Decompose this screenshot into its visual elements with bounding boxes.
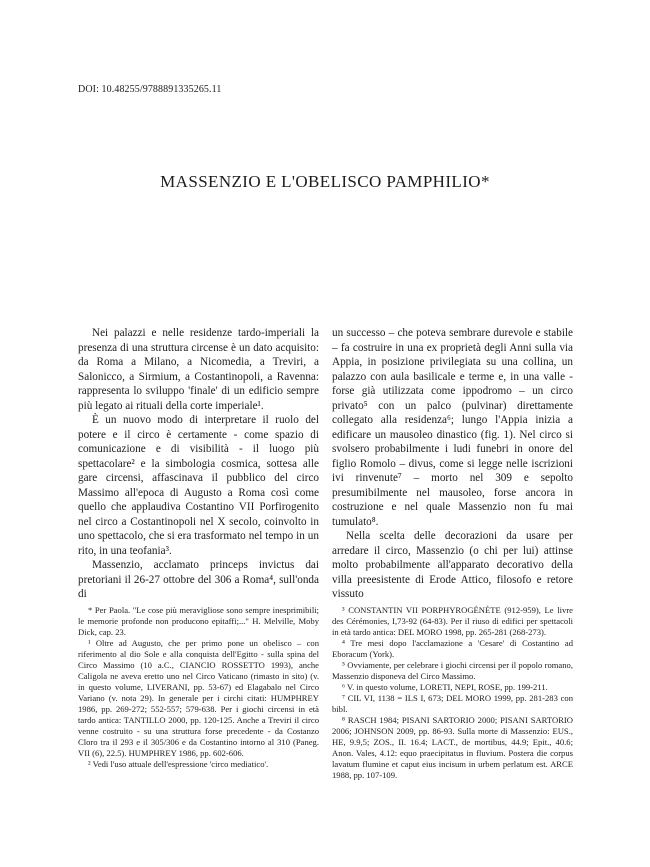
footnote: ⁶ V. in questo volume, LORETI, NEPI, ROSE, pp. 199-211. bbox=[342, 682, 548, 692]
footnote: * Per Paola. "Le cose più meravigliose sono sempre inesprimibili; le memorie profonde non producono epitaffi;..." H. Melville, Moby Dick, cap. 23. bbox=[78, 605, 319, 637]
body-paragraph: Nei palazzi e nelle residenze tardo-imperiali la presenza di una struttura circense è un dato acquisito: da Roma a Milano, a Nicomedia, a Treviri, a Salonicco, a Sirmium, a Costantinopoli, a Ravenna: rappresenta lo sviluppo 'finale' di un edificio sempre più legato ai rituali della corte imperiale¹. bbox=[78, 327, 319, 412]
body-paragraph: Nella scelta delle decorazioni da usare per arredare il circo, Massenzio (o chi per lui) attinse molto probabilmente all'apparato decorativo della villa preesistente di Erode Attico, filosofo e retore vissuto bbox=[332, 530, 573, 600]
footnote: ⁸ RASCH 1984; PISANI SARTORIO 2000; PISANI SARTORIO 2006; JOHNSON 2009, pp. 86-93. Sulla morte di Massenzio: EUS., HE, 9.9,5; ZOS., II. 16.4; LACT., de mortibus, 44.9; Epit., 40.6; Anon. Vales, 4.12: equo praecipitatus in fluvium. Postera die corpus lavatum flumine et caput eius incisum in urbem perlatum est. ARCE 1988, pp. 107-109. bbox=[332, 715, 573, 780]
footnotes-right bbox=[332, 605, 573, 781]
body-column-right bbox=[332, 326, 573, 602]
footnotes-left bbox=[78, 605, 319, 770]
body-paragraph: È un nuovo modo di interpretare il ruolo del potere e il circo è certamente - come spazio di comunicazione e di visibilità - il luogo più spettacolare² e la simbologia cosmica, sottesa alle gare circensi, affascinava il pubblico del circo Massimo all'epoca di Augusto a Roma così come quello che applaudiva Costantino VII Porfirogenito nel circo a Costantinopoli nel X secolo, coinvolto in uno spettacolo, che si era trasformato nel tempo in un rito, in una teofania³. bbox=[78, 414, 319, 557]
body-paragraph: Massenzio, acclamato princeps invictus dai pretoriani il 26-27 ottobre del 306 a Roma⁴, sull'onda di bbox=[78, 559, 319, 600]
footnote: ³ CONSTANTIN VII PORPHYROGÉNÈTE (912-959), Le livre des Cérémonies, I,73-92 (64-83). Per il riuso di edifici per spettacoli in età tardo antica: DEL MORO 1998, pp. 265-281 (268-273). bbox=[332, 605, 573, 637]
article-title: MASSENZIO E L'OBELISCO PAMPHILIO* bbox=[160, 172, 490, 191]
footnote: ⁵ Ovviamente, per celebrare i giochi circensi per il popolo romano, Massenzio disponeva del Circo Massimo. bbox=[332, 660, 573, 681]
body-column-left bbox=[78, 326, 319, 602]
footnote: ⁴ Tre mesi dopo l'acclamazione a 'Cesare' di Costantino ad Eboracum (York). bbox=[332, 638, 573, 659]
body-paragraph: un successo – che poteva sembrare durevole e stabile – fa costruire in una ex proprietà degli Anni sulla via Appia, in posizione privilegiata su una collina, un palazzo con aula basilicale e terme e, in una valle - forse già utilizzata come ippodromo – un circo privato⁵ con un palco (pulvinar) direttamente collegato alla residenza⁶; lungo l'Appia inizia a edificare un mausoleo dinastico (fig. 1). Nel circo si svolsero probabilmente i ludi funebri in onore del figlio Romolo – divus, come si legge nelle iscrizioni ivi rinvenute⁷ – morto nel 309 e sepolto presumibilmente nel mausoleo, forse ancora in costruzione e nel quale Massenzio non fu mai tumulato⁸. bbox=[332, 327, 573, 528]
footnote: ¹ Oltre ad Augusto, che per primo pone un obelisco – con riferimento al dio Sole e alla conquista dell'Egitto - sulla spina del Circo Massimo (10 a.C., CIANCIO ROSSETTO 1993), anche Caligola ne aveva eretto uno nel Circo Vaticano (rimasto in sito) (v. in questo volume, LIVERANI, pp. 53-67) ed Elagabalo nel Circo Variano (v. nota 29). In generale per i circhi citati: HUMPHREY 1986, pp. 269-272; 552-557; 579-638. Per i giochi circensi in età tardo antica: TANTILLO 2000, pp. 120-125. Anche a Treviri il circo venne costruito - su una struttura forse precedente - da Costanzo Cloro tra il 293 e il 305/306 e da Costantino intorno al 310 (Paneg. VII (6), 22.5). HUMPHREY 1986, pp. 602-606. bbox=[78, 638, 319, 758]
doi: DOI: 10.48255/9788891335265.11 bbox=[78, 84, 222, 95]
footnote: ⁷ CIL VI, 1138 = ILS I, 673; DEL MORO 1999, pp. 281-283 con bibl. bbox=[332, 693, 573, 714]
footnote: ² Vedi l'uso attuale dell'espressione 'circo mediatico'. bbox=[88, 759, 269, 769]
